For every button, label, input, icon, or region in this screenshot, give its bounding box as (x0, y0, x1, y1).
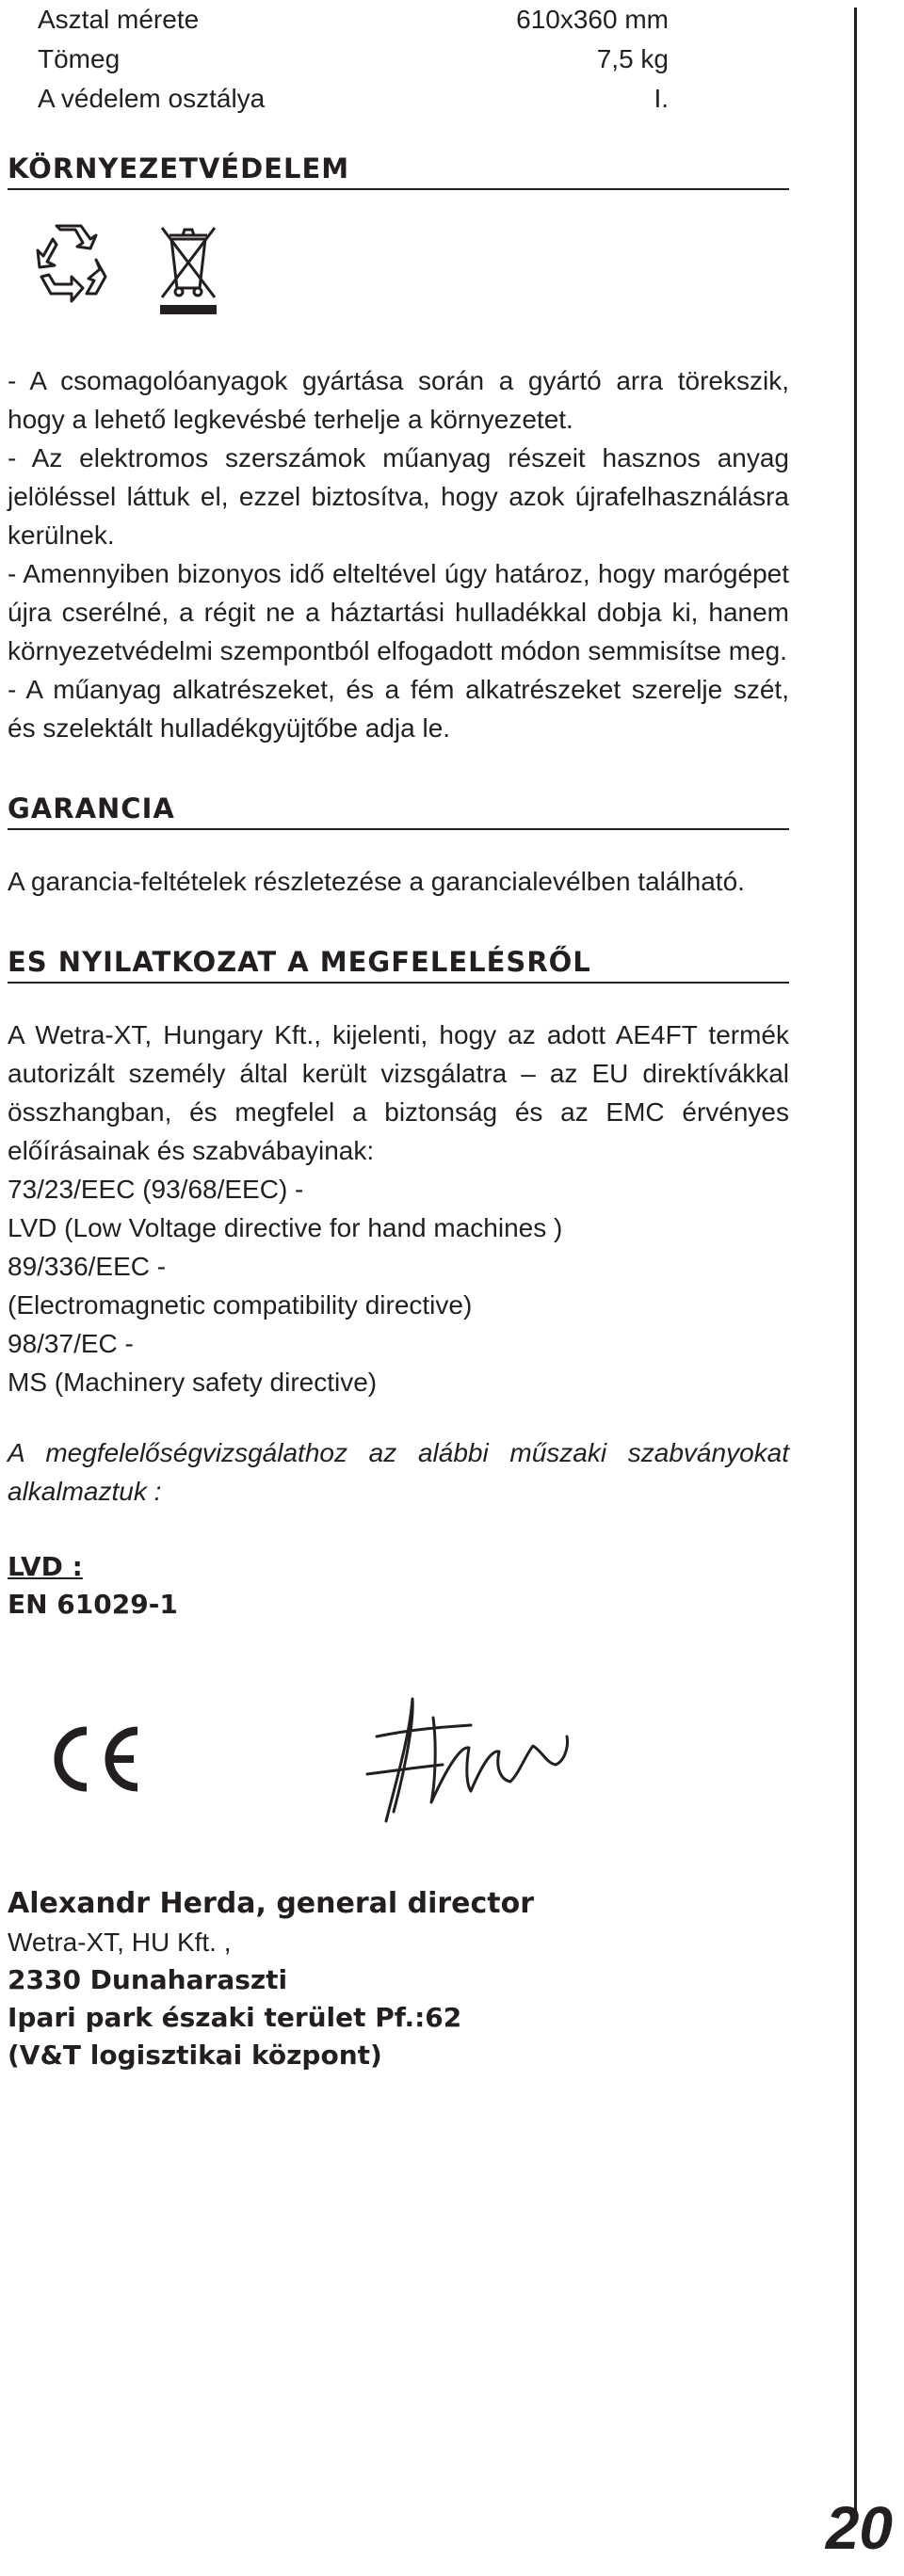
directive-line: 89/336/EEC - (8, 1252, 167, 1281)
signature-icon (358, 1680, 574, 1831)
spec-table (8, 0, 789, 119)
warranty-text: A garancia-feltételek részletezése a garancialevélben található. (8, 867, 745, 896)
page-content (8, 0, 789, 2074)
directive-line: (Electromagnetic compatibility directive) (8, 1290, 473, 1320)
environment-text (8, 361, 789, 747)
warranty-heading: GARANCIA (8, 792, 789, 830)
declaration-heading: ES NYILATKOZAT A MEGFELELÉSRŐL (8, 946, 789, 984)
vertical-rule (854, 8, 857, 2511)
spec-label: Asztal mérete (38, 5, 200, 34)
signatory-name: Alexandr Herda, general director (8, 1887, 535, 1920)
signatory-address: 2330 Dunaharaszti (8, 1964, 288, 1995)
page-number: 20 (825, 2494, 893, 2562)
lvd-standard: EN 61029-1 (8, 1589, 178, 1620)
recycle-icon (34, 222, 109, 307)
directive-line: LVD (Low Voltage directive for hand machines ) (8, 1213, 563, 1242)
spec-row (8, 40, 789, 79)
spec-value: I. (654, 84, 669, 113)
environment-paragraph: - Amennyiben bizonyos idő elteltével úgy határoz, hogy marógépet újra cserélné, a régit ne a háztartási hulladékkal dobja ki, hanem környezetvédelmi szempontból elfogadott módon semmisítse meg. (8, 559, 789, 665)
signatory-company: Wetra-XT, HU Kft. , (8, 1928, 232, 1957)
marks-row (8, 1661, 789, 1878)
declaration-intro: A Wetra-XT, Hungary Kft., kijelenti, hogy az adott AE4FT termék autorizált személy által került vizsgálatra – az EU direktívákkal összhangban, és megfelel a biztonság és az EMC érvényes előírásainak és szabvábayinak: (8, 1020, 789, 1165)
spec-label: Tömeg (38, 44, 121, 73)
environment-paragraph: - Az elektromos szerszámok műanyag részeit hasznos anyag jelöléssel láttuk el, ezzel biztosítva, hogy azok újrafelhasználásra kerülnek. (8, 443, 789, 550)
environment-icons (8, 222, 789, 326)
crossed-out-bin-icon (151, 222, 226, 316)
standards-note: A megfelelőségvizsgálathoz az alábbi műszaki szabványokat alkalmaztuk : (8, 1438, 789, 1506)
directive-line: MS (Machinery safety directive) (8, 1368, 378, 1397)
signatory-address: Ipari park északi terület Pf.:62 (8, 2002, 462, 2033)
spec-label: A védelem osztálya (38, 84, 266, 113)
spec-value: 7,5 kg (596, 44, 669, 73)
environment-paragraph: - A műanyag alkatrészeket, és a fém alkatrészeket szerelje szét, és szelektált hulladékgyüjtőbe adja le. (8, 675, 789, 743)
signatory-block (8, 1885, 789, 2074)
spec-value: 610x360 mm (516, 5, 669, 34)
ce-mark-icon (43, 1721, 147, 1797)
lvd-label: LVD : (8, 1551, 83, 1582)
spec-row (8, 79, 789, 119)
signatory-address: (V&T logisztikai központ) (8, 2040, 382, 2071)
lvd-block (8, 1548, 789, 1624)
directive-line: 98/37/EC - (8, 1329, 134, 1358)
environment-heading: KÖRNYEZETVÉDELEM (8, 152, 789, 190)
spec-row (8, 0, 789, 40)
directive-line: 73/23/EEC (93/68/EEC) - (8, 1175, 304, 1204)
declaration-text (8, 1016, 789, 1401)
environment-paragraph: - A csomagolóanyagok gyártása során a gyártó arra törekszik, hogy a lehető legkevésbé terhelje a környezetet. (8, 366, 789, 434)
